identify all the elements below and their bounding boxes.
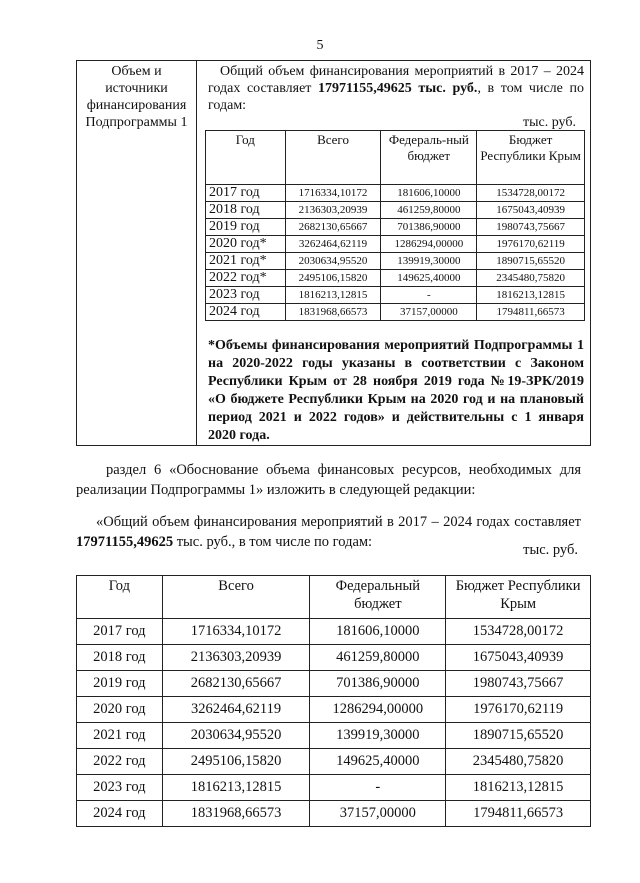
financing-label-line: источники	[105, 81, 168, 96]
cell-total: 1716334,10172	[162, 619, 310, 645]
cell-total: 2682130,65667	[285, 219, 381, 236]
footnote: *Объемы финансирования мероприятий Подпрограммы 1 на 2020-2022 годы указаны в соответствии с Законом Республики Крым от 28 ноября 2019 года №19-ЗРК/2019 «О бюджете Республики Крым на 2020 год и на плановый период 2021 и 2022 годов» и действительны с 1 января 2020 года.	[208, 338, 584, 443]
cell-regional: 1890715,65520	[477, 253, 585, 270]
cell-regional: 1890715,65520	[446, 723, 591, 749]
cell-divider	[196, 61, 197, 445]
cell-federal: -	[310, 775, 446, 801]
unit-label: тыс. руб.	[523, 115, 576, 130]
page-number: 5	[316, 38, 324, 53]
cell-federal: 37157,00000	[310, 801, 446, 827]
cell-federal: 139919,30000	[381, 253, 477, 270]
table-row	[77, 749, 591, 775]
table-row	[77, 801, 591, 827]
cell-regional: 1980743,75667	[477, 219, 585, 236]
cell-total: 1831968,66573	[162, 801, 310, 827]
cell-total: 2136303,20939	[285, 202, 381, 219]
cell-federal: 181606,10000	[310, 619, 446, 645]
col-header-regional: Бюджет Республики Крым	[477, 131, 585, 185]
table-header-row	[77, 576, 591, 619]
table-body	[77, 619, 591, 827]
cell-federal: 1286294,00000	[310, 697, 446, 723]
cell-federal: 1286294,00000	[381, 236, 477, 253]
table-row	[77, 775, 591, 801]
cell-total: 3262464,62119	[285, 236, 381, 253]
financing-total-amount: 17971155,49625	[76, 534, 174, 550]
col-header-total: Всего	[285, 131, 381, 185]
table-row	[77, 723, 591, 749]
table-row	[206, 219, 585, 236]
financing-label-cell	[77, 63, 196, 131]
cell-year: 2021 год*	[206, 253, 286, 270]
cell-year: 2018 год	[206, 202, 286, 219]
table-row	[206, 253, 585, 270]
cell-year: 2018 год	[77, 645, 163, 671]
subprogram-funding-table	[205, 130, 585, 321]
total-amount: 17971155,49625 тыс. руб.	[318, 81, 478, 96]
cell-year: 2024 год	[206, 304, 286, 321]
financing-label-line: Объем и	[111, 64, 162, 79]
cell-federal: 701386,90000	[381, 219, 477, 236]
col-header-regional: Бюджет Республики Крым	[446, 576, 591, 619]
cell-year: 2022 год	[77, 749, 163, 775]
col-header-year: Год	[77, 576, 163, 619]
cell-regional: 1675043,40939	[477, 202, 585, 219]
financing-paragraph	[76, 512, 581, 552]
cell-year: 2022 год*	[206, 270, 286, 287]
cell-total: 1816213,12815	[285, 287, 381, 304]
col-header-year: Год	[206, 131, 286, 185]
cell-regional: 1976170,62119	[477, 236, 585, 253]
cell-regional: 1816213,12815	[477, 287, 585, 304]
cell-year: 2017 год	[206, 185, 286, 202]
cell-regional: 1794811,66573	[446, 801, 591, 827]
amendment-paragraph: раздел 6 «Обоснование объема финансовых ресурсов, необходимых для реализации Подпрограммы 1» изложить в следующей редакции:	[76, 462, 581, 498]
col-header-federal: Федераль-ный бюджет	[381, 131, 477, 185]
cell-total: 2495106,15820	[285, 270, 381, 287]
financing-label-line: финансирования	[86, 98, 187, 113]
cell-regional: 1816213,12815	[446, 775, 591, 801]
cell-year: 2021 год	[77, 723, 163, 749]
cell-regional: 1534728,00172	[477, 185, 585, 202]
cell-year: 2020 год	[77, 697, 163, 723]
cell-total: 1716334,10172	[285, 185, 381, 202]
cell-federal: 461259,80000	[381, 202, 477, 219]
cell-total: 1816213,12815	[162, 775, 310, 801]
cell-year: 2023 год	[77, 775, 163, 801]
table-row	[77, 671, 591, 697]
cell-year: 2017 год	[77, 619, 163, 645]
cell-federal: 149625,40000	[381, 270, 477, 287]
cell-federal: -	[381, 287, 477, 304]
cell-total: 2030634,95520	[162, 723, 310, 749]
intro-text-end: , в том числе по годам:	[208, 81, 584, 113]
financing-text-end: тыс. руб., в том числе по годам:	[173, 534, 373, 550]
passport-block	[76, 60, 591, 446]
table-row	[206, 202, 585, 219]
financing-text: «Общий объем финансирования мероприятий в 2017 – 2024 годах составляет	[96, 514, 581, 530]
col-header-total: Всего	[162, 576, 310, 619]
financing-content-cell	[208, 63, 584, 445]
cell-total: 1831968,66573	[285, 304, 381, 321]
cell-federal: 701386,90000	[310, 671, 446, 697]
cell-federal: 461259,80000	[310, 645, 446, 671]
unit-label-2: тыс. руб.	[523, 542, 578, 558]
cell-total: 2495106,15820	[162, 749, 310, 775]
table-row	[77, 619, 591, 645]
col-header-federal: Федеральный бюджет	[310, 576, 446, 619]
table-row	[206, 236, 585, 253]
table-row	[206, 185, 585, 202]
cell-year: 2024 год	[77, 801, 163, 827]
intro-text: Общий объем финансирования мероприятий в 2017 – 2024 годах составляет	[208, 64, 584, 96]
cell-federal: 139919,30000	[310, 723, 446, 749]
cell-total: 2136303,20939	[162, 645, 310, 671]
cell-year: 2023 год	[206, 287, 286, 304]
cell-regional: 1976170,62119	[446, 697, 591, 723]
table-row	[77, 697, 591, 723]
table-header-row	[206, 131, 585, 185]
cell-regional: 1534728,00172	[446, 619, 591, 645]
cell-total: 3262464,62119	[162, 697, 310, 723]
table-row	[206, 304, 585, 321]
cell-regional: 2345480,75820	[446, 749, 591, 775]
cell-regional: 2345480,75820	[477, 270, 585, 287]
intro-paragraph	[208, 63, 584, 114]
funding-table	[76, 575, 591, 827]
table-row	[206, 270, 585, 287]
cell-year: 2020 год*	[206, 236, 286, 253]
cell-total: 2030634,95520	[285, 253, 381, 270]
table-row	[206, 287, 585, 304]
cell-regional: 1980743,75667	[446, 671, 591, 697]
table-row	[77, 645, 591, 671]
cell-regional: 1675043,40939	[446, 645, 591, 671]
cell-federal: 149625,40000	[310, 749, 446, 775]
cell-year: 2019 год	[77, 671, 163, 697]
cell-total: 2682130,65667	[162, 671, 310, 697]
table-body	[206, 185, 585, 321]
financing-label-line: Подпрограммы 1	[85, 115, 188, 130]
cell-federal: 181606,10000	[381, 185, 477, 202]
cell-federal: 37157,00000	[381, 304, 477, 321]
cell-year: 2019 год	[206, 219, 286, 236]
cell-regional: 1794811,66573	[477, 304, 585, 321]
